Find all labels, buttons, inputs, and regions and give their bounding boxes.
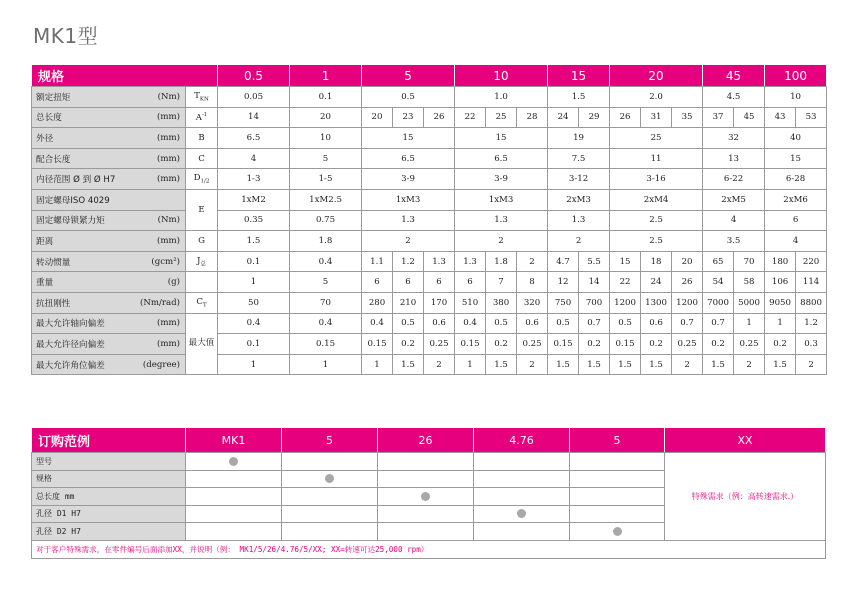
spec-row-total-length	[32, 107, 827, 128]
cell: 19	[548, 128, 610, 149]
order-column-header: 26	[378, 428, 474, 453]
cell: 1	[218, 354, 290, 375]
size-header: 5	[362, 65, 455, 87]
order-cell	[186, 523, 282, 541]
size-header: 10	[455, 65, 548, 87]
cell: 0.2	[393, 334, 424, 355]
cell: 15	[765, 148, 827, 169]
cell: 6	[362, 272, 393, 293]
cell: 37	[703, 107, 734, 128]
cell: 0.75	[290, 210, 362, 231]
cell: 1	[734, 313, 765, 334]
cell: 180	[765, 251, 796, 272]
spec-row-axial	[32, 313, 827, 334]
cell: 1.3	[362, 210, 455, 231]
order-note-row	[32, 540, 826, 558]
cell: 0.15	[290, 334, 362, 355]
cell: 1-3	[218, 169, 290, 190]
spec-header-row	[32, 65, 827, 87]
row-symbol: $J_总$	[186, 251, 218, 272]
cell: 12	[548, 272, 579, 293]
size-header: 100	[765, 65, 827, 87]
cell: 320	[517, 292, 548, 313]
cell: 1	[290, 354, 362, 375]
cell: 1xM2.5	[290, 189, 362, 210]
cell: 750	[548, 292, 579, 313]
spec-row-radial	[32, 334, 827, 355]
order-row-label: 总长度 mm	[32, 488, 186, 506]
cell: 0.7	[672, 313, 703, 334]
cell: 0.2	[765, 334, 796, 355]
cell: 20	[362, 107, 393, 128]
spec-row-angular	[32, 354, 827, 375]
spec-row-distance	[32, 231, 827, 252]
row-symbol: $C_T$	[186, 292, 218, 313]
cell: 700	[579, 292, 610, 313]
cell: 0.5	[548, 313, 579, 334]
order-row-label: 型号	[32, 453, 186, 471]
row-symbol: $D_{1/2}$	[186, 169, 218, 190]
cell: 5	[290, 272, 362, 293]
row-label: 最大允许角位偏差 (degree)	[32, 354, 186, 375]
cell: 2xM3	[548, 189, 610, 210]
order-cell	[378, 505, 474, 523]
cell: 0.7	[579, 313, 610, 334]
order-cell	[378, 470, 474, 488]
cell: 11	[610, 148, 703, 169]
order-cell	[186, 453, 282, 471]
cell: 54	[703, 272, 734, 293]
cell: 0.5	[393, 313, 424, 334]
cell: 1.5	[703, 354, 734, 375]
row-symbol: G	[186, 231, 218, 252]
cell: 1200	[610, 292, 641, 313]
order-header-label: 订购范例	[32, 428, 186, 453]
cell: 22	[455, 107, 486, 128]
row-label: 外径 (mm)	[32, 128, 186, 149]
cell: 1.5	[218, 231, 290, 252]
cell: 6.5	[362, 148, 455, 169]
size-header: 1	[290, 65, 362, 87]
order-column-header: 5	[282, 428, 378, 453]
row-label: 配合长度 (mm)	[32, 148, 186, 169]
cell: 0.15	[610, 334, 641, 355]
cell: 70	[290, 292, 362, 313]
cell: 2	[548, 231, 610, 252]
page-title: MK1型	[33, 24, 99, 48]
spec-row-stiffness	[32, 292, 827, 313]
cell: 1.5	[610, 354, 641, 375]
cell: 0.2	[579, 334, 610, 355]
order-cell	[570, 523, 665, 541]
order-cell	[474, 488, 570, 506]
cell: 1xM3	[362, 189, 455, 210]
cell: 29	[579, 107, 610, 128]
order-cell	[570, 470, 665, 488]
cell: 1.1	[362, 251, 393, 272]
cell: 0.4	[362, 313, 393, 334]
row-label: 最大允许轴向偏差 (mm)	[32, 313, 186, 334]
cell: 7	[486, 272, 517, 293]
row-symbol: $T_{KN}$	[186, 87, 218, 108]
cell: 0.15	[548, 334, 579, 355]
row-label: 固定螺母锁紧力矩 (Nm)	[32, 210, 186, 231]
cell: 25	[610, 128, 703, 149]
cell: 15	[362, 128, 455, 149]
cell: 6	[424, 272, 455, 293]
order-column-header: 5	[570, 428, 665, 453]
cell: 22	[610, 272, 641, 293]
cell: 0.4	[218, 313, 290, 334]
cell: 3-16	[610, 169, 703, 190]
order-cell	[282, 523, 378, 541]
cell: 0.35	[218, 210, 290, 231]
order-cell	[378, 488, 474, 506]
special-request-text: 特殊需求（例：高转速需求.）	[665, 453, 826, 541]
cell: 1.2	[393, 251, 424, 272]
cell: 6	[455, 272, 486, 293]
selection-dot-icon	[517, 509, 526, 518]
cell: 0.4	[290, 313, 362, 334]
cell: 28	[517, 107, 548, 128]
cell: 8800	[796, 292, 827, 313]
row-symbol: B	[186, 128, 218, 149]
order-cell	[474, 453, 570, 471]
cell: 1.3	[455, 251, 486, 272]
cell: 1.3	[455, 210, 548, 231]
cell: 0.6	[517, 313, 548, 334]
size-header: 20	[610, 65, 703, 87]
order-cell	[282, 470, 378, 488]
order-cell	[474, 523, 570, 541]
row-symbol: E	[186, 189, 218, 230]
cell: 1	[765, 313, 796, 334]
size-header: 0.5	[218, 65, 290, 87]
row-label: 固定螺母ISO 4029	[32, 189, 186, 210]
cell: 0.25	[517, 334, 548, 355]
order-cell	[474, 470, 570, 488]
order-example-table	[31, 427, 826, 559]
size-header: 15	[548, 65, 610, 87]
cell: 0.4	[455, 313, 486, 334]
cell: 0.5	[486, 313, 517, 334]
order-cell	[378, 453, 474, 471]
cell: 2	[796, 354, 827, 375]
cell: 0.15	[455, 334, 486, 355]
cell: 1	[362, 354, 393, 375]
cell: 280	[362, 292, 393, 313]
cell: 7000	[703, 292, 734, 313]
cell: 18	[641, 251, 672, 272]
cell: 5	[290, 148, 362, 169]
cell: 170	[424, 292, 455, 313]
cell: 1xM3	[455, 189, 548, 210]
cell: 58	[734, 272, 765, 293]
order-row-label: 孔径 D1 H7	[32, 505, 186, 523]
cell: 10	[765, 87, 827, 108]
cell: 1.5	[641, 354, 672, 375]
cell: 2.0	[610, 87, 703, 108]
row-label: 重量 (g)	[32, 272, 186, 293]
cell: 0.5	[610, 313, 641, 334]
cell: 2xM5	[703, 189, 765, 210]
row-label: 转动惯量 (gcm²)	[32, 251, 186, 272]
cell: 45	[734, 107, 765, 128]
cell: 1.5	[548, 87, 610, 108]
order-row-label: 规格	[32, 470, 186, 488]
row-label: 最大允许径向偏差 (mm)	[32, 334, 186, 355]
cell: 23	[393, 107, 424, 128]
cell: 9050	[765, 292, 796, 313]
cell: 26	[610, 107, 641, 128]
cell: 0.2	[486, 334, 517, 355]
cell: 4	[703, 210, 765, 231]
spec-table	[31, 64, 827, 375]
cell: 0.25	[672, 334, 703, 355]
cell: 1.8	[290, 231, 362, 252]
selection-dot-icon	[325, 474, 334, 483]
spec-row-screw	[32, 189, 827, 210]
order-cell	[282, 488, 378, 506]
order-row-label: 孔径 D2 H7	[32, 523, 186, 541]
row-label: 抗扭刚性 (Nm/rad)	[32, 292, 186, 313]
cell: 40	[765, 128, 827, 149]
cell: 1.2	[796, 313, 827, 334]
cell: 1.5	[486, 354, 517, 375]
cell: 13	[703, 148, 765, 169]
cell: 53	[796, 107, 827, 128]
cell: 20	[672, 251, 703, 272]
cell: 2	[362, 231, 455, 252]
spec-row-outer-diameter	[32, 128, 827, 149]
order-cell	[282, 453, 378, 471]
cell: 0.05	[218, 87, 290, 108]
cell: 1	[455, 354, 486, 375]
cell: 0.1	[290, 87, 362, 108]
cell: 0.5	[362, 87, 455, 108]
cell: 65	[703, 251, 734, 272]
cell: 0.1	[218, 334, 290, 355]
cell: 0.6	[641, 313, 672, 334]
order-header-row	[32, 428, 826, 453]
spec-row-inertia	[32, 251, 827, 272]
cell: 4	[765, 231, 827, 252]
cell: 6.5	[455, 148, 548, 169]
cell: 106	[765, 272, 796, 293]
cell: 14	[218, 107, 290, 128]
cell: 32	[703, 128, 765, 149]
order-cell	[570, 505, 665, 523]
size-header: 45	[703, 65, 765, 87]
cell: 1xM2	[218, 189, 290, 210]
selection-dot-icon	[421, 492, 430, 501]
cell: 2xM6	[765, 189, 827, 210]
cell: 1-5	[290, 169, 362, 190]
cell: 6-28	[765, 169, 827, 190]
cell: 4.5	[703, 87, 765, 108]
cell: 5000	[734, 292, 765, 313]
selection-dot-icon	[229, 457, 238, 466]
order-cell	[186, 488, 282, 506]
cell: 0.25	[424, 334, 455, 355]
cell: 2	[517, 354, 548, 375]
cell: 70	[734, 251, 765, 272]
order-row-model	[32, 453, 826, 471]
cell: 114	[796, 272, 827, 293]
cell: 0.4	[290, 251, 362, 272]
cell: 1	[218, 272, 290, 293]
spec-row-weight	[32, 272, 827, 293]
cell: 3-12	[548, 169, 610, 190]
cell: 2	[517, 251, 548, 272]
cell: 6	[393, 272, 424, 293]
cell: 31	[641, 107, 672, 128]
order-cell	[186, 505, 282, 523]
cell: 35	[672, 107, 703, 128]
row-label: 距离 (mm)	[32, 231, 186, 252]
row-symbol: C	[186, 148, 218, 169]
cell: 0.1	[218, 251, 290, 272]
order-cell	[570, 488, 665, 506]
cell: 2	[424, 354, 455, 375]
cell: 0.25	[734, 334, 765, 355]
cell: 15	[455, 128, 548, 149]
spec-row-fit-length	[32, 148, 827, 169]
cell: 26	[672, 272, 703, 293]
cell: 50	[218, 292, 290, 313]
order-cell	[378, 523, 474, 541]
order-cell	[186, 470, 282, 488]
cell: 1.5	[765, 354, 796, 375]
cell: 14	[579, 272, 610, 293]
cell: 24	[641, 272, 672, 293]
spec-header-label: 规格	[32, 65, 218, 87]
spec-row-torque	[32, 87, 827, 108]
cell: 3-9	[362, 169, 455, 190]
cell: 0.7	[703, 313, 734, 334]
cell: 5.5	[579, 251, 610, 272]
spec-row-bore-range	[32, 169, 827, 190]
cell: 380	[486, 292, 517, 313]
cell: 2	[734, 354, 765, 375]
cell: 220	[796, 251, 827, 272]
cell: 8	[517, 272, 548, 293]
cell: 10	[290, 128, 362, 149]
cell: 0.6	[424, 313, 455, 334]
cell: 6.5	[218, 128, 290, 149]
cell: 210	[393, 292, 424, 313]
order-note: 对于客户特殊需求，在零件编号后面添加XX，并说明（例： MK1/5/26/4.76/5/XX; XX=转速可达25,000 rpm）	[32, 540, 826, 558]
cell: 1.5	[393, 354, 424, 375]
cell: 0.3	[796, 334, 827, 355]
cell: 26	[424, 107, 455, 128]
cell: 0.15	[362, 334, 393, 355]
cell: 3.5	[703, 231, 765, 252]
cell: 24	[548, 107, 579, 128]
cell: 7.5	[548, 148, 610, 169]
cell: 2.5	[610, 231, 703, 252]
cell: 3-9	[455, 169, 548, 190]
row-label: 额定扭矩 (Nm)	[32, 87, 186, 108]
order-column-header: 4.76	[474, 428, 570, 453]
order-column-header: XX	[665, 428, 826, 453]
spec-row-screw-torque	[32, 210, 827, 231]
cell: 1.8	[486, 251, 517, 272]
order-cell	[570, 453, 665, 471]
cell: 2	[672, 354, 703, 375]
cell: 1.3	[424, 251, 455, 272]
row-symbol	[186, 272, 218, 293]
cell: 4	[218, 148, 290, 169]
cell: 1.3	[548, 210, 610, 231]
selection-dot-icon	[613, 527, 622, 536]
cell: 0.2	[641, 334, 672, 355]
row-label: 总长度 (mm)	[32, 107, 186, 128]
cell: 510	[455, 292, 486, 313]
cell: 1.5	[579, 354, 610, 375]
order-column-header: MK1	[186, 428, 282, 453]
cell: 4.7	[548, 251, 579, 272]
order-cell	[474, 505, 570, 523]
cell: 2.5	[610, 210, 703, 231]
cell: 6-22	[703, 169, 765, 190]
cell: 1200	[672, 292, 703, 313]
cell: 1300	[641, 292, 672, 313]
row-symbol: $A^{-1}$	[186, 107, 218, 128]
cell: 0.2	[703, 334, 734, 355]
cell: 1.5	[548, 354, 579, 375]
row-label: 内径范围 Ø 到 Ø H7 (mm)	[32, 169, 186, 190]
cell: 20	[290, 107, 362, 128]
cell: 1.0	[455, 87, 548, 108]
cell: 2xM4	[610, 189, 703, 210]
row-symbol-max: 最大值	[186, 313, 218, 375]
cell: 43	[765, 107, 796, 128]
cell: 15	[610, 251, 641, 272]
order-cell	[282, 505, 378, 523]
cell: 6	[765, 210, 827, 231]
cell: 25	[486, 107, 517, 128]
cell: 2	[455, 231, 548, 252]
